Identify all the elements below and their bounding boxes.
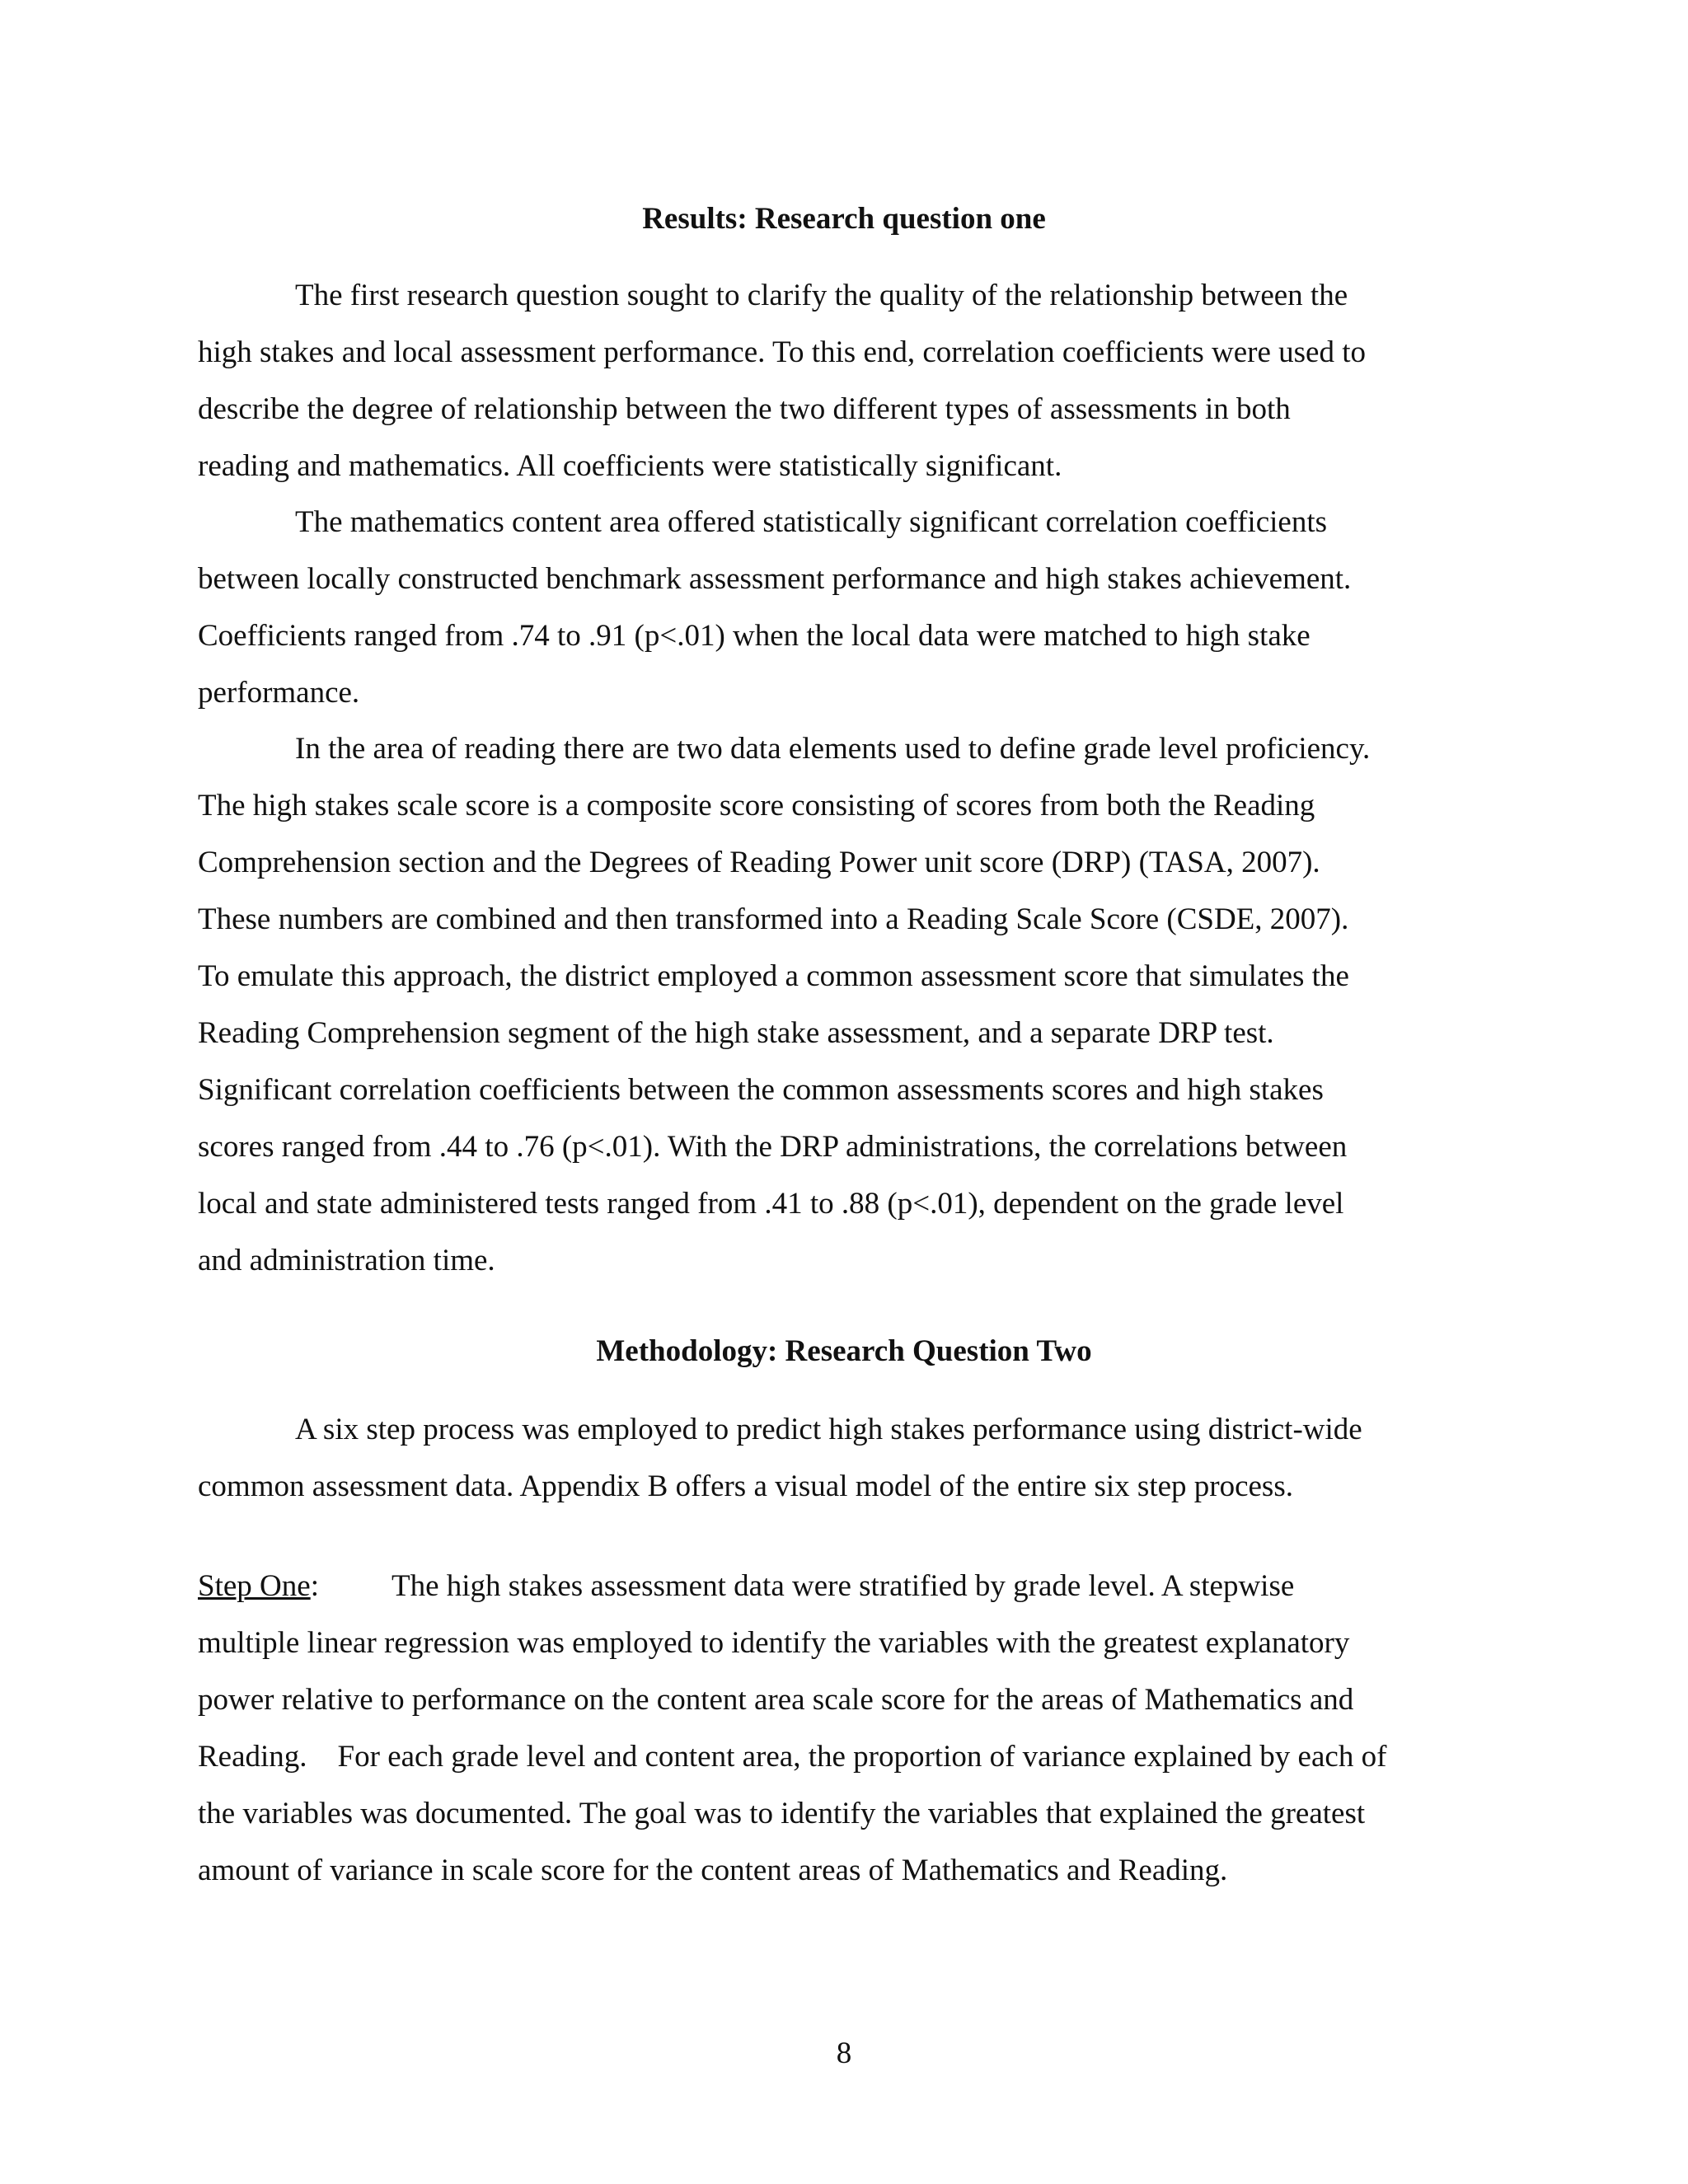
- text-line: These numbers are combined and then transformed into a Reading Scale Score (CSDE, 2007).: [198, 902, 1349, 936]
- text-line: In the area of reading there are two data elements used to define grade level proficiency.: [295, 732, 1371, 766]
- text-line: Significant correlation coefficients between the common assessments scores and high stakes: [198, 1073, 1324, 1107]
- text-line: The high stakes assessment data were stratified by grade level. A stepwise: [391, 1569, 1295, 1603]
- page-number: 8: [836, 2036, 852, 2070]
- text-line: A six step process was employed to predict high stakes performance using district-wide: [295, 1413, 1362, 1446]
- text-line: Reading. For each grade level and content area, the proportion of variance explained by each of: [198, 1740, 1387, 1774]
- step-one-colon: :: [310, 1569, 319, 1603]
- text-line: multiple linear regression was employed to identify the variables with the greatest explanatory: [198, 1626, 1350, 1660]
- text-line: between locally constructed benchmark assessment performance and high stakes achievement.: [198, 562, 1352, 596]
- paragraph-step-one: [198, 1558, 1498, 1899]
- paragraph-mathematics: [198, 494, 1498, 721]
- text-line: scores ranged from .44 to .76 (p<.01). With the DRP administrations, the correlations between: [198, 1130, 1348, 1164]
- text-line: common assessment data. Appendix B offers a visual model of the entire six step process.: [198, 1469, 1293, 1503]
- text-line: performance.: [198, 676, 360, 710]
- text-line: and administration time.: [198, 1244, 495, 1277]
- text-line: Reading Comprehension segment of the high stake assessment, and a separate DRP test.: [198, 1016, 1274, 1050]
- section-heading-methodology: Methodology: Research Question Two: [596, 1334, 1092, 1368]
- text-line: The mathematics content area offered statistically significant correlation coefficients: [295, 505, 1328, 539]
- paragraph-reading: [198, 720, 1498, 1289]
- paragraph-research-question-one: [198, 267, 1498, 494]
- step-one-first-line: [198, 1558, 1498, 1615]
- text-line: The high stakes scale score is a composite score consisting of scores from both the Reading: [198, 789, 1315, 823]
- text-line: the variables was documented. The goal was to identify the variables that explained the greatest: [198, 1797, 1366, 1830]
- paragraph-six-step-intro: [198, 1401, 1498, 1515]
- text-line: high stakes and local assessment performance. To this end, correlation coefficients were used to: [198, 335, 1367, 369]
- text-line: describe the degree of relationship between the two different types of assessments in both: [198, 392, 1291, 426]
- section-heading-results: Results: Research question one: [642, 202, 1046, 236]
- text-line: The first research question sought to clarify the quality of the relationship between the: [295, 279, 1348, 312]
- text-line: amount of variance in scale score for the content areas of Mathematics and Reading.: [198, 1854, 1228, 1887]
- step-one-label: Step One: [198, 1569, 311, 1603]
- text-line: power relative to performance on the content area scale score for the areas of Mathematics and: [198, 1683, 1354, 1717]
- text-line: Coefficients ranged from .74 to .91 (p<.01) when the local data were matched to high stake: [198, 619, 1311, 653]
- text-line: reading and mathematics. All coefficients were statistically significant.: [198, 449, 1062, 483]
- text-line: Comprehension section and the Degrees of Reading Power unit score (DRP) (TASA, 2007).: [198, 846, 1320, 879]
- text-line: To emulate this approach, the district employed a common assessment score that simulates the: [198, 959, 1349, 993]
- text-line: local and state administered tests ranged from .41 to .88 (p<.01), dependent on the grade level: [198, 1187, 1344, 1221]
